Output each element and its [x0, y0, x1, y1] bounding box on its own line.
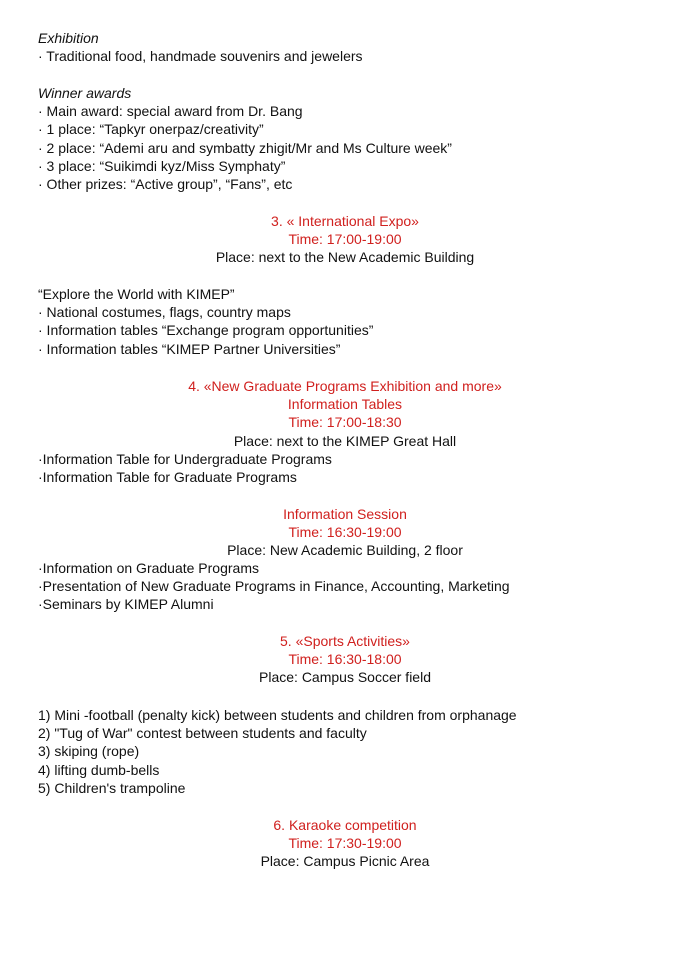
section3-item: · National costumes, flags, country maps [38, 304, 291, 321]
section5-item: 5) Children's trampoline [38, 779, 186, 796]
info-session-item: ·Information on Graduate Programs [38, 560, 259, 576]
section5-title: 5. «Sports Activities» [280, 633, 410, 649]
section5-item: 4) lifting dumb-bells [38, 761, 160, 778]
section4-title: 4. «New Graduate Programs Exhibition and more» [188, 378, 502, 394]
section4-time: Time: 17:00-18:30 [288, 414, 402, 431]
section4-list [38, 450, 638, 486]
info-session-item: ·Presentation of New Graduate Programs in Finance, Accounting, Marketing [38, 578, 510, 595]
section3-place: Place: next to the New Academic Building [215, 249, 475, 266]
section5-time: Time: 16:30-18:00 [288, 651, 402, 668]
section6-title: 6. Karaoke competition [273, 817, 417, 833]
section3-list [38, 285, 638, 358]
section4-subtitle: Information Tables [287, 396, 403, 413]
section6-header [0, 816, 690, 871]
section3-item: · Information tables “KIMEP Partner Universities” [38, 340, 341, 357]
section5-place: Place: Campus Soccer field [259, 669, 431, 686]
award-item: · 1 place: “Tapkyr onerpaz/creativity” [38, 121, 264, 138]
section4-item: ·Information Table for Graduate Programs [38, 469, 297, 486]
section3-item: · Information tables “Exchange program opportunities” [38, 322, 374, 339]
winner-awards-heading: Winner awards [38, 85, 132, 101]
section4-header [0, 377, 690, 450]
info-session-title: Information Session [283, 506, 407, 522]
info-session-list [38, 559, 638, 614]
section6-place: Place: Campus Picnic Area [260, 853, 430, 870]
section4-item: ·Information Table for Undergraduate Programs [38, 451, 332, 467]
exhibition-item: · Traditional food, handmade souvenirs and jewelers [38, 48, 363, 65]
exhibition-section [38, 29, 638, 65]
section3-header [0, 212, 690, 267]
info-session-item: ·Seminars by KIMEP Alumni [38, 596, 214, 613]
section3-item: “Explore the World with KIMEP” [38, 286, 235, 302]
section5-item: 2) "Tug of War" contest between students and faculty [38, 725, 367, 742]
award-item: · Other prizes: “Active group”, “Fans”, etc [38, 176, 293, 193]
section5-header [0, 632, 690, 687]
winner-awards-section [38, 84, 638, 193]
section5-item: 1) Mini -football (penalty kick) between students and children from orphanage [38, 707, 517, 723]
exhibition-heading: Exhibition [38, 30, 99, 46]
info-session-time: Time: 16:30-19:00 [288, 524, 402, 541]
section4-place: Place: next to the KIMEP Great Hall [233, 432, 457, 449]
award-item: · 3 place: “Suikimdi kyz/Miss Symphaty” [38, 157, 286, 174]
award-item: · 2 place: “Ademi aru and symbatty zhigit/Mr and Ms Culture week” [38, 139, 452, 156]
section5-item: 3) skiping (rope) [38, 743, 140, 760]
info-session-place: Place: New Academic Building, 2 floor [227, 542, 463, 559]
info-session-header [0, 505, 690, 560]
section5-list [38, 706, 638, 797]
award-item: · Main award: special award from Dr. Bang [38, 103, 303, 120]
section3-title: 3. « International Expo» [271, 213, 419, 229]
section3-time: Time: 17:00-19:00 [288, 231, 402, 248]
section6-time: Time: 17:30-19:00 [288, 835, 402, 852]
